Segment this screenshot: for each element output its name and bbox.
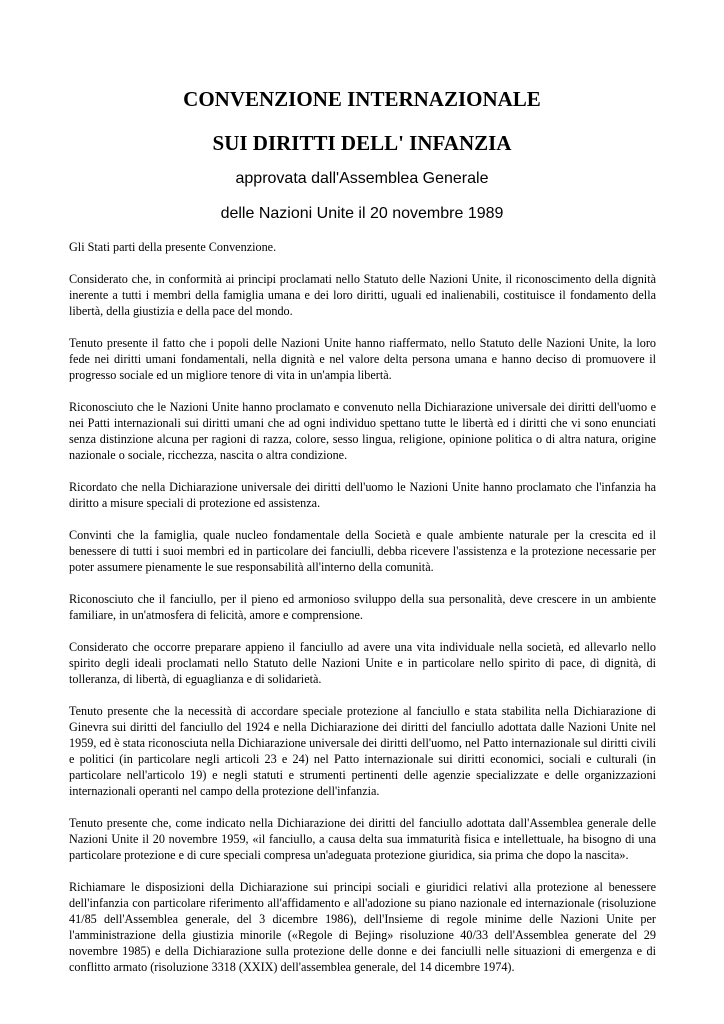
document-subtitle-line-2: delle Nazioni Unite il 20 novembre 1989: [220, 205, 504, 222]
paragraph: Riconosciuto che le Nazioni Unite hanno proclamato e convenuto nella Dichiarazione universale dei diritti dell'uomo e nei Patti internazionali sui diritti umani che ad ogni individuo spettano tutte le libertà ed i diritti che vi sono enunciati senza distinzione alcuna per ragioni di razza, colore, sesso lingua, religione, opinione politica o di altra natura, origine nazionale o sociale, ricchezza, nascita o altra condizione.: [69, 400, 656, 462]
paragraph: Riconosciuto che il fanciullo, per il pieno ed armonioso sviluppo della sua personalità, deve crescere in un ambiente familiare, in un'atmosfera di felicità, amore e comprensione.: [69, 592, 656, 622]
paragraph: Tenuto presente che la necessità di accordare speciale protezione al fanciullo e stata stabilita nella Dichiarazione di Ginevra sui diritti del fanciullo del 1924 e nella Dichiarazione dei diritti del fanciullo adottata dalle Nazioni Unite nel 1959, ed è stata riconosciuta nella Dichiarazione universale dei diritti dell'uomo, nel Patto internazionale sul diritti civili e politici (in particolare negli articoli 23 e 24) nel Patto internazionale sui diritti economici, sociali e culturali (in particolare nell'articolo 19) e negli statuti e strumenti pertinenti delle agenzie specializzate e delle organizzazioni internazionali operanti nel campo della protezione dell'infanzia.: [69, 704, 656, 798]
paragraph: Considerato che, in conformità ai principi proclamati nello Statuto delle Nazioni Unite, il riconoscimento della dignità inerente a tutti i membri della famiglia umana e dei loro diritti, uguali ed inalienabili, costituisce il fondamento della libertà, della giustizia e della pace del mondo.: [69, 272, 656, 318]
paragraph: Gli Stati parti della presente Convenzione.: [69, 240, 277, 254]
paragraph: Ricordato che nella Dichiarazione universale dei diritti dell'uomo le Nazioni Unite hanno proclamato che l'infanzia ha diritto a misure speciali di protezione ed assistenza.: [69, 480, 656, 510]
document-title-line-2: SUI DIRITTI DELL' INFANZIA: [212, 131, 512, 155]
paragraph: Tenuto presente il fatto che i popoli delle Nazioni Unite hanno riaffermato, nello Statuto delle Nazioni Unite, la loro fede nei diritti umani fondamentali, nella dignità e nel valore delta persona umana e hanno deciso di promuovere il progresso sociale ed un migliore tenore di vita in un'ampia libertà.: [69, 336, 656, 382]
document-body: [69, 239, 656, 991]
paragraph: Tenuto presente che, come indicato nella Dichiarazione dei diritti del fanciullo adottata dall'Assemblea generale delle Nazioni Unite il 20 novembre 1959, «il fanciullo, a causa delta sua immaturità fisica e intellettuale, ha bisogno di una particolare protezione e di cure speciali compresa un'adeguata protezione giuridica, sia prima che dopo la nascita».: [69, 816, 656, 862]
paragraph: Convinti che la famiglia, quale nucleo fondamentale della Società e quale ambiente naturale per la crescita ed il benessere di tutti i suoi membri ed in particolare dei fanciulli, debba ricevere l'assistenza e la protezione necessarie per poter assumere pienamente le sue responsabilità all'interno della comunità.: [69, 528, 656, 574]
paragraph: Considerato che occorre preparare appieno il fanciullo ad avere una vita individuale nella società, ed allevarlo nello spirito degli ideali proclamati nello Statuto delle Nazioni Unite e in particolare nello spirito di pace, di dignità, di tolleranza, di libertà, di eguaglianza e di solidarietà.: [69, 640, 656, 686]
paragraph: Richiamare le disposizioni della Dichiarazione sui principi sociali e giuridici relativi alla protezione al benessere dell'infanzia con particolare riferimento all'affidamento e all'adozione su piano nazionale ed internazionale (risoluzione 41/85 dell'Assemblea generale, del 3 dicembre 1986), dell'Insieme di regole minime delle Nazioni Unite per l'amministrazione della giustizia minorile («Regole di Bejing» risoluzione 40/33 dell'Assemblea generate del 29 novembre 1985) e della Dichiarazione sulla protezione delle donne e dei fanciulli nelle situazioni di emergenza e di conflitto armato (risoluzione 3318 (XXIX) dell'assemblea generale, del 14 dicembre 1974).: [69, 880, 656, 974]
document-subtitle-line-1: approvata dall'Assemblea Generale: [235, 170, 489, 187]
document-title-line-1: CONVENZIONE INTERNAZIONALE: [183, 87, 541, 111]
